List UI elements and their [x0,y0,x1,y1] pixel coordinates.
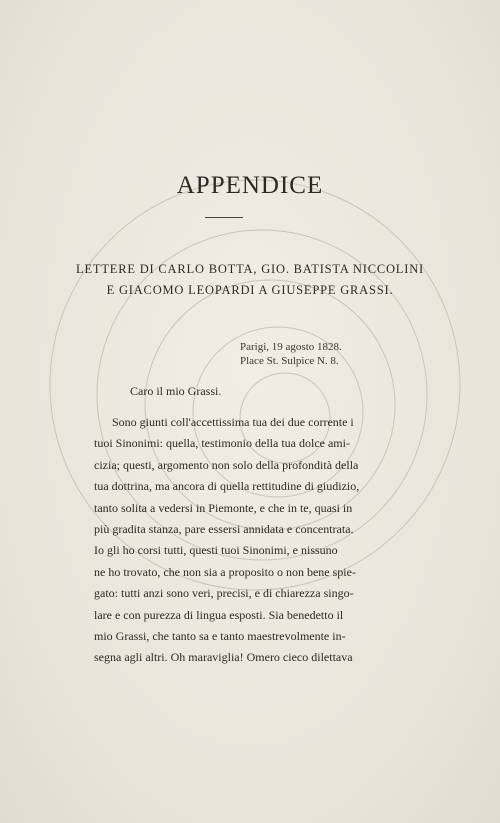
body-line: segna agli altri. Oh maraviglia! Omero cieco dilettava [94,650,353,665]
heading-line-2: E GIACOMO LEOPARDI A GIUSEPPE GRASSI. [106,283,394,297]
title-divider [205,217,243,218]
body-line: tanto solita a vedersi in Piemonte, e che in te, quasi in [94,500,353,515]
body-line: ne ho trovato, che non sia a proposito o non bene spie- [94,564,356,579]
body-line: tua dottrina, ma ancora di quella rettitudine di giudizio, [94,479,360,494]
body-line: tuoi Sinonimi: quella, testimonio della tua dolce ami- [94,436,350,451]
body-line: più gradita stanza, pare essersi annidata e concentrata. [94,521,354,536]
body-line: Io gli ho corsi tutti, questi tuoi Sinonimi, e nissuno [94,543,338,558]
body-line: lare e con purezza di lingua esposti. Sia benedetto il [94,607,344,622]
letter-body [94,412,374,669]
body-line: Sono giunti coll'accettissima tua dei due corrente i [112,415,354,429]
heading-line-1: LETTERE DI CARLO BOTTA, GIO. BATISTA NICCOLINI [76,262,424,276]
salutation: Caro il mio Grassi. [130,384,222,398]
page-title: APPENDICE [176,172,324,199]
body-line: cizia; questi, argomento non solo della profondità della [94,457,359,472]
dateline-address: Place St. Sulpice N. 8. [240,355,339,367]
body-line: gato: tutti anzi sono veri, precisi, e di chiarezza singo- [94,586,354,601]
body-line: mio Grassi, che tanto sa e tanto maestrevolmente in- [94,628,346,643]
dateline-place-date: Parigi, 19 agosto 1828. [240,341,342,353]
